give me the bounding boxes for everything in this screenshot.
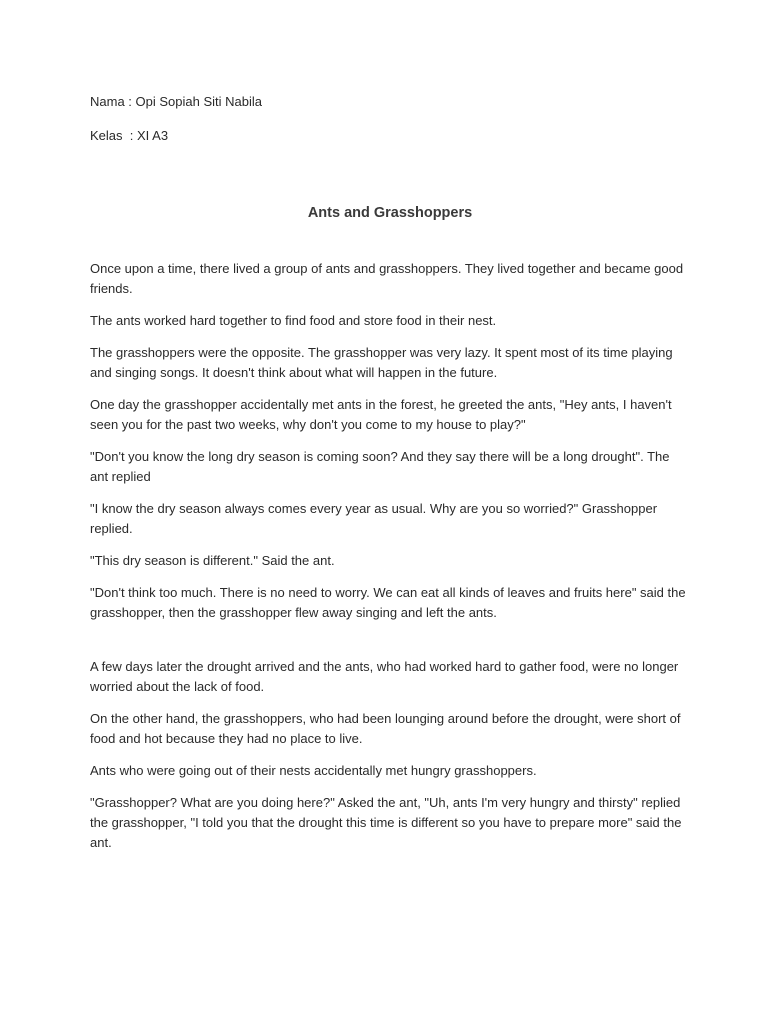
paragraph-6: "I know the dry season always comes every year as usual. Why are you so worried?" Grasshopper replied. [90, 501, 658, 536]
paragraph-5: "Don't you know the long dry season is coming soon? And they say there will be a long drought". The ant replied [90, 449, 670, 484]
paragraph-2: The ants worked hard together to find food and store food in their nest. [90, 313, 497, 328]
paragraph-10: On the other hand, the grasshoppers, who had been lounging around before the drought, were short of food and hot because they had no place to live. [90, 711, 681, 746]
paragraph-3: The grasshoppers were the opposite. The grasshopper was very lazy. It spent most of its time playing and singing songs. It doesn't think about what will happen in the future. [90, 345, 673, 380]
paragraph-11: Ants who were going out of their nests accidentally met hungry grasshoppers. [90, 763, 537, 778]
paragraph-8: "Don't think too much. There is no need to worry. We can eat all kinds of leaves and fruits here" said the grasshopper, then the grasshopper flew away singing and left the ants. [90, 585, 686, 620]
student-name: Nama : Opi Sopiah Siti Nabila [90, 94, 262, 109]
paragraph-4: One day the grasshopper accidentally met ants in the forest, he greeted the ants, "Hey ants, I haven't seen you for the past two weeks, why don't you come to my house to play?" [90, 397, 672, 432]
document-body [90, 93, 690, 865]
paragraph-7: "This dry season is different." Said the ant. [90, 553, 335, 568]
paragraph-9: A few days later the drought arrived and the ants, who had worked hard to gather food, were no longer worried about the lack of food. [90, 659, 679, 694]
student-class: Kelas : XI A3 [90, 128, 169, 143]
paragraph-12: "Grasshopper? What are you doing here?" Asked the ant, "Uh, ants I'm very hungry and thirsty" replied the grasshopper, "I told you that the drought this time is different so you have to prepare more" said the ant. [90, 795, 682, 850]
story-title: Ants and Grasshoppers [307, 205, 473, 221]
paragraph-1: Once upon a time, there lived a group of ants and grasshoppers. They lived together and became good friends. [90, 261, 684, 296]
